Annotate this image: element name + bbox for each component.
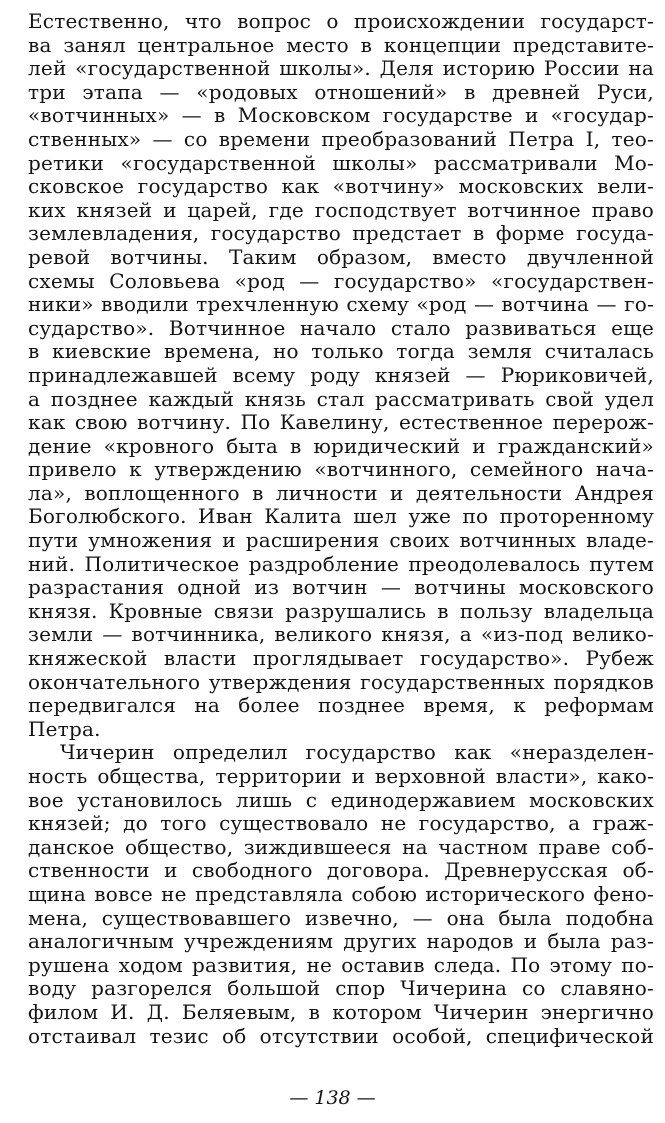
text-line: княжеской власти проглядывает государство». Рубеж xyxy=(28,646,654,671)
text-line: в киевские времена, но только тогда земля считалась xyxy=(28,339,654,364)
text-line: земли — вотчинника, великого князя, а «из-под велико- xyxy=(28,622,654,647)
text-line: передвигался на более позднее время, к реформам xyxy=(28,693,654,718)
text-line: сударство». Вотчинное начало стало развиваться еще xyxy=(28,315,654,340)
text-line: филом И. Д. Беляевым, в котором Чичерин энергично xyxy=(28,999,654,1024)
text-line: ственных» — со времени преобразований Петра I, тео- xyxy=(28,126,654,151)
text-line: ла», воплощенного в личности и деятельности Андрея xyxy=(28,480,654,505)
page-text xyxy=(28,10,654,1048)
text-line: рушена ходом развития, не оставив следа. По этому по- xyxy=(28,952,654,977)
text-line: отстаивал тезис об отсутствии особой, специфической xyxy=(28,1023,654,1048)
text-line: дение «кровного быта в юридический и гражданский» xyxy=(28,433,654,458)
text-line: вое установилось лишь с единодержавием московских xyxy=(28,787,654,812)
text-line: пути умножения и расширения своих вотчинных владе- xyxy=(28,528,654,553)
text-line: ники» вводили трехчленную схему «род — вотчина — го- xyxy=(28,292,654,317)
text-line: ний. Политическое раздробление преодолевалось путем xyxy=(28,551,654,576)
text-line: мена, существовавшего извечно, — она была подобна xyxy=(28,905,654,930)
text-line: принадлежавшей всему роду князей — Рюриковичей, xyxy=(28,362,654,387)
text-line: схемы Соловьева «род — государство» «государствен- xyxy=(28,268,654,293)
text-line: привело к утверждению «вотчинного, семейного нача- xyxy=(28,457,654,482)
text-line: лей «государственной школы». Деля историю России на xyxy=(28,56,654,81)
text-line: ретики «государственной школы» рассматривали Мо- xyxy=(28,150,654,175)
text-line: Чичерин определил государство как «неразделен- xyxy=(60,740,654,765)
text-line: три этапа — «родовых отношений» в древней Руси, xyxy=(28,79,654,104)
text-line: сковское государство как «вотчину» московских вели- xyxy=(28,174,654,199)
text-line: Естественно, что вопрос о происхождении государст- xyxy=(28,9,654,33)
text-line: как свою вотчину. По Кавелину, естественное перерож- xyxy=(28,410,654,435)
text-line: окончательного утверждения государственных порядков xyxy=(28,669,654,694)
text-line: князя. Кровные связи разрушались в пользу владельца xyxy=(28,598,654,623)
text-line: а позднее каждый князь стал рассматривать свой удел xyxy=(28,386,654,411)
text-line: аналогичным учреждениям других народов и была раз- xyxy=(28,929,654,954)
text-line: щина вовсе не представляла собою исторического фено- xyxy=(28,881,654,906)
text-line: Боголюбского. Иван Калита шел уже по проторенному xyxy=(28,504,654,529)
text-line: ва занял центральное место в концепции представите- xyxy=(28,32,654,57)
text-line: ность общества, территории и верховной власти», како- xyxy=(28,764,654,788)
paragraph-1 xyxy=(28,10,654,741)
page-number: — 138 — xyxy=(289,1087,376,1109)
text-line: Петра. xyxy=(28,716,101,741)
text-line: ких князей и царей, где господствует вотчинное право xyxy=(28,197,654,222)
text-line: данское общество, зиждившееся на частном праве соб- xyxy=(28,834,654,859)
text-line: воду разгорелся большой спор Чичерина со славяно- xyxy=(28,976,654,1001)
text-line: ственности и свободного договора. Древнерусская об- xyxy=(28,858,654,883)
text-line: ревой вотчины. Таким образом, вместо двучленной xyxy=(28,244,654,269)
text-line: разрастания одной из вотчин — вотчины московского xyxy=(28,575,654,600)
text-line: князей; до того существовало не государство, а граж- xyxy=(28,811,654,836)
text-line: землевладения, государство предстает в форме госуда- xyxy=(28,221,654,246)
paragraph-2 xyxy=(28,741,654,1048)
text-line: «вотчинных» — в Московском государстве и «государ- xyxy=(28,103,654,128)
